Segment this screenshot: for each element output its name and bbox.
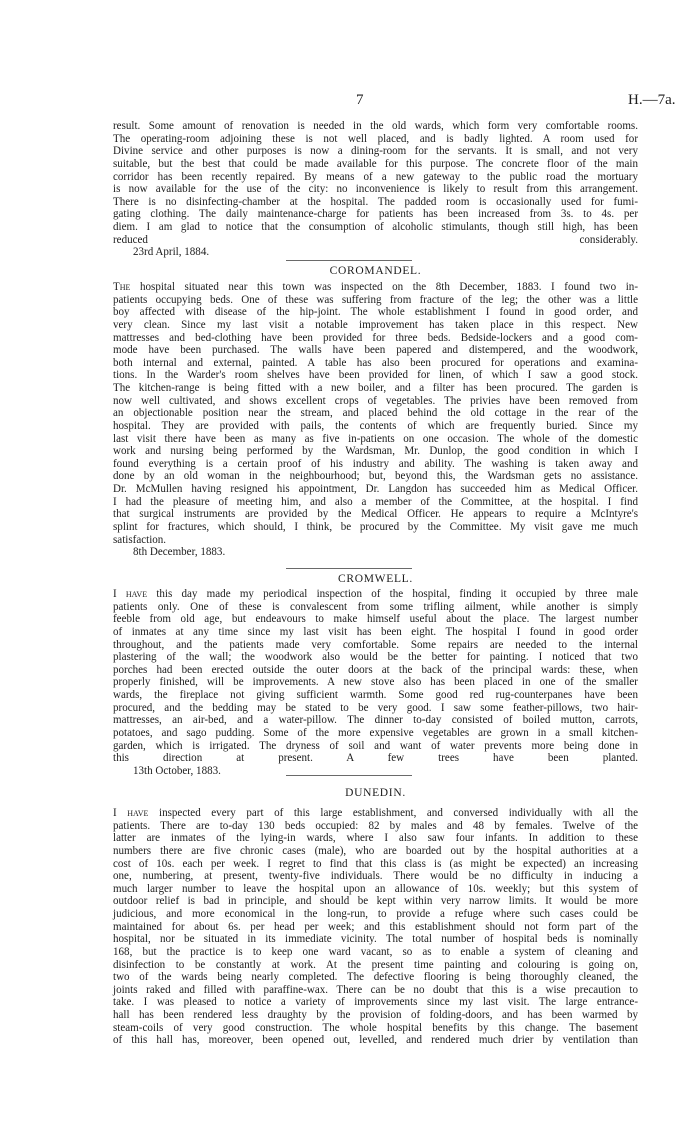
text-line: this direction at present. A few trees have been planted.: [113, 752, 638, 765]
text-line: steam-coils of very good construction. The whole hospital benefits by this change. The basement: [113, 1021, 638, 1034]
text-line: mattresses and bed-clothing have been provided for three beds. Bedside-lockers and a good com-: [113, 331, 638, 344]
text-line: hospital situated near this town was inspected on the 8th December, 1883. I found two in-: [130, 281, 638, 293]
text-line: joints raked and filled with paraffine-wax. There can be no doubt that this is a wise precaution to: [113, 983, 638, 996]
text-line: hospital, nor be situated in its immediate vicinity. The total number of hospital beds is nominally: [113, 933, 638, 946]
text-line: of inmates at any time since my last visit has been eight. The hospital I found in good order: [113, 625, 638, 638]
text-line: latter are inmates of the lying-in wards, where I also saw four infants. In addition to these: [113, 832, 638, 845]
cromwell-paragraph: [113, 588, 638, 765]
text-line: found everything is a certain proof of his industry and ability. The washing is taken away and: [113, 457, 638, 470]
text-line: inspected every part of this large establishment, and conversed individually with all the: [148, 807, 638, 819]
page-number: 7: [356, 92, 364, 108]
intro-date: 23rd April, 1884.: [133, 246, 210, 259]
text-line: that surgical instruments are provided by the Medical Officer. He appears to require a McIntyre's: [113, 508, 638, 521]
text-line: mattresses, an air-bed, and a water-pillow. The dinner to-day consisted of boiled mutton, carrots,: [113, 714, 638, 727]
coromandel-section: [113, 260, 638, 559]
coromandel-date: 8th December, 1883.: [133, 546, 226, 559]
text-line: done by an old woman in the neighbourhood; but, beyond this, the Wardsman gets no assistance.: [113, 470, 638, 483]
text-line: mode have been purchased. The walls have been papered and distempered, and the woodwork,: [113, 344, 638, 357]
dunedin-section: [113, 775, 638, 1047]
text-line: procured, and the bedding may be stated to be very good. I saw some feather-pillows, two hair-: [113, 701, 638, 714]
text-line: The operating-room adjoining these is not well placed, and is badly lighted. A room used for: [113, 132, 638, 145]
text-line: very clean. Since my last visit a notable improvement has taken place in this respect. New: [113, 318, 638, 331]
dunedin-paragraph: [113, 807, 638, 1047]
text-line: patients occupying beds. One of these was suffering from fracture of the leg; the other was a little: [113, 293, 638, 306]
text-line: both internal and external, painted. A table has also been procured for operations and examina-: [113, 356, 638, 369]
text-line: disinfection to be constantly at work. At the present time painting and colouring is going on,: [113, 958, 638, 971]
text-line: gating clothing. The daily maintenance-charge for patients has been increased from 3s. to 4s. per: [113, 208, 638, 221]
paragraph-lead-word: I have: [113, 588, 148, 600]
document-id: H.—7a.: [628, 92, 676, 108]
text-line: porches had been erected outside the outer doors at the back of the principal wards: these, when: [113, 663, 638, 676]
text-line: diem. I am glad to notice that the consumption of alcoholic stimulants, though still high, has been: [113, 221, 638, 233]
text-line: outdoor relief is bad in principle, and should be kept within very narrow limits. It would be more: [113, 895, 638, 908]
text-line: potatoes, and sago pudding. Some of the more expensive vegetables are grown in a small kitchen-: [113, 726, 638, 739]
text-line: judicious, and more economical in the long-run, to provide a refuge where such cases could be: [113, 908, 638, 920]
text-line: now well cultivated, and shows excellent crops of vegetables. The privies have been removed from: [113, 394, 638, 407]
text-line: hall has been rendered less draughty by the provision of folding-doors, and has been warmed by: [113, 1009, 638, 1021]
text-line: boy affected with disease of the hip-joint. The whole establishment I found in good order, and: [113, 306, 638, 319]
dunedin-heading: DUNEDIN.: [345, 787, 406, 799]
coromandel-heading: COROMANDEL.: [329, 265, 422, 277]
text-line: splint for fractures, which should, I think, be procured by the Committee. My visit gave me much: [113, 520, 638, 533]
text-line: result. Some amount of renovation is needed in the old wards, which form very comfortable rooms.: [113, 120, 638, 132]
text-line: last visit there have been as many as five in-patients on one occasion. The whole of the domestic: [113, 432, 638, 445]
paragraph-lead-word: I have: [113, 807, 149, 819]
text-line: throughout, and the patients made very comfortable. Some repairs are needed to the internal: [113, 638, 638, 651]
text-line: this day made my periodical inspection of the hospital, finding it occupied by three male: [147, 588, 638, 600]
text-line: garden, which is irrigated. The dryness of soil and want of water prevents more being done in: [113, 739, 638, 752]
coromandel-paragraph: [113, 281, 638, 546]
text-line: The kitchen-range is being fitted with a new boiler, and a filter has been procured. The garden is: [113, 382, 638, 394]
text-line: cost of 10s. each per week. I regret to find that this class is (as might be expected) an increasing: [113, 857, 638, 870]
section-divider: [286, 260, 412, 261]
intro-section: [113, 120, 638, 259]
text-line: wards, the fireplace not giving sufficient warmth. Some good red rug-counterpanes have been: [113, 689, 638, 701]
text-line: 168, but the practice is to keep one ward vacant, so as to enable a system of cleaning and: [113, 945, 638, 958]
text-line: much larger number to leave the hospital upon an allowance of 10s. weekly; but this system of: [113, 882, 638, 895]
text-line: corridor has been recently repaired. By means of a new gateway to the public road the mortuary: [113, 170, 638, 183]
text-line: Dr. McMullen having resigned his appointment, Dr. Langdon has succeeded him as Medical Officer.: [113, 483, 638, 495]
text-line: I had the pleasure of meeting him, and also a member of the Committee, at the hospital. I find: [113, 495, 638, 508]
cromwell-heading: CROMWELL.: [338, 573, 413, 585]
text-line: two of the wards being nearly completed. The defective flooring is being thoroughly cleaned, the: [113, 971, 638, 984]
text-line: of this hall has, moreover, been opened out, levelled, and rendered much drier by ventilation than: [113, 1034, 638, 1047]
cromwell-date: 13th October, 1883.: [133, 764, 221, 777]
text-line: maintained for about 6s. per head per week; and this establishment should not form part of the: [113, 920, 638, 933]
text-line: one, numbering, at present, twenty-five individuals. There would be no difficulty in inducing a: [113, 870, 638, 883]
text-line: an objectionable position near the stream, and placed behind the old cottage in the rear of the: [113, 407, 638, 420]
text-line: There is no disinfecting-chamber at the hospital. The padded room is occasionally used for fumi-: [113, 195, 638, 208]
intro-paragraph: [113, 120, 638, 246]
text-line: Divine service and other purposes is now a dining-room for the servants. It is small, and not very: [113, 145, 638, 158]
cromwell-section: [113, 568, 638, 777]
text-line: patients. There are to-day 130 beds occupied: 82 by males and 48 by females. Twelve of the: [113, 819, 638, 832]
text-line: satisfaction.: [113, 533, 167, 546]
text-line: suitable, but the best that could be made available for this purpose. The concrete floor of the main: [113, 157, 638, 170]
text-line: hospital. They are provided with pails, the contents of which are frequently buried. Since my: [113, 419, 638, 432]
text-line: take. I was pleased to notice a variety of improvements since my last visit. The large entrance-: [113, 996, 638, 1009]
text-line: tions. In the Warder's room shelves have been provided for linen, of which I saw a good stock.: [113, 369, 638, 382]
text-line: patients only. One of these is convalescent from some trifling ailment, while another is simply: [113, 600, 638, 613]
text-line: feeble from old age, but endeavours to make himself useful about the place. The largest number: [113, 613, 638, 626]
text-line: numbers there are five chronic cases (male), who are boarded out by the hospital authorities at a: [113, 844, 638, 857]
section-divider: [286, 568, 412, 569]
text-line: properly finished, will be improvements. A new stove also has been placed in one of the smaller: [113, 676, 638, 689]
text-line: work and nursing being performed by the Wardsman, Mr. Dunlop, the good condition in which I: [113, 445, 638, 458]
text-line: is now available for the use of the city: no inconvenience is likely to result from this arrangement.: [113, 183, 638, 196]
section-divider: [286, 775, 412, 776]
text-line: plastering of the wall; the woodwork also would be the better for painting. I noticed that two: [113, 651, 638, 664]
paragraph-lead-word: The: [113, 281, 131, 293]
text-line: reduced considerably.: [113, 233, 638, 246]
